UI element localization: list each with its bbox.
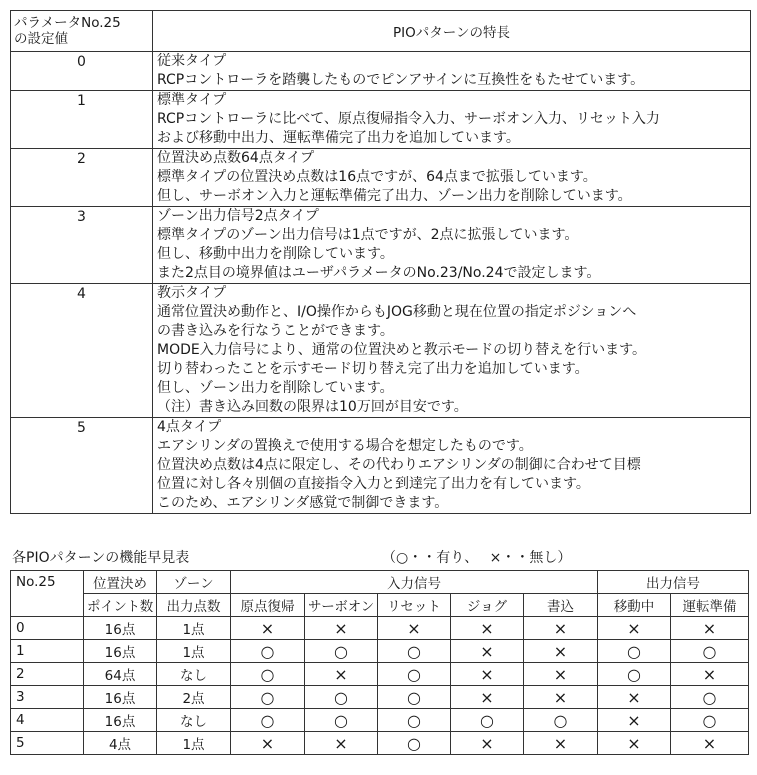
description-line: このため、エアシリンダ感覚で制御できます。 — [157, 495, 449, 511]
description-line: の書き込みを行なうことができます。 — [157, 323, 394, 339]
output-col-header: 運転準備 — [671, 594, 749, 617]
pattern-name: 位置決め点数64点タイプ — [157, 150, 315, 166]
description-line: 但し、ゾーン出力を削除しています。 — [157, 380, 394, 396]
signal-mark: × — [598, 686, 671, 709]
signal-mark: × — [451, 640, 524, 663]
no25-value: 4 — [11, 709, 84, 732]
input-col-header: サーボオン — [305, 594, 378, 617]
pattern-description — [153, 52, 751, 91]
table-row — [11, 686, 749, 709]
pattern-row — [11, 207, 751, 284]
description-line: および移動中出力、運転準備完了出力を追加しています。 — [157, 130, 520, 146]
pattern-name: ゾーン出力信号2点タイプ — [157, 208, 319, 224]
description-line: エアシリンダの置換えで使用する場合を想定したものです。 — [157, 438, 533, 454]
table2-header-row-1 — [11, 571, 749, 594]
pattern-row — [11, 149, 751, 207]
description-line: 通常位置決め動作と、I/O操作からもJOG移動と現在位置の指定ポジションへ — [157, 304, 637, 320]
positioning-header-sub: ポイント数 — [84, 594, 157, 617]
param-setting-header — [11, 11, 153, 52]
input-signal-header: 入力信号 — [231, 571, 598, 594]
signal-mark: × — [451, 617, 524, 640]
positioning-header: 位置決め — [84, 571, 157, 594]
setting-value: 1 — [11, 91, 153, 149]
signal-mark: ○ — [378, 640, 451, 663]
input-col-header: ジョグ — [451, 594, 524, 617]
table-row — [11, 709, 749, 732]
pio-pattern-table — [10, 10, 751, 514]
description-line: （注）書き込み回数の限界は10万回が目安です。 — [157, 399, 468, 415]
signal-mark: ○ — [378, 709, 451, 732]
signal-mark: × — [524, 686, 598, 709]
signal-mark: × — [598, 709, 671, 732]
signal-mark: ○ — [231, 686, 305, 709]
pattern-name: 4点タイプ — [157, 419, 222, 435]
no25-value: 5 — [11, 732, 84, 755]
signal-mark: ○ — [231, 663, 305, 686]
zone-header: ゾーン — [157, 571, 231, 594]
signal-mark: ○ — [671, 640, 749, 663]
signal-mark: ○ — [305, 686, 378, 709]
output-signal-header: 出力信号 — [598, 571, 749, 594]
description-line: また2点目の境界値はユーザパラメータのNo.23/No.24で設定します。 — [157, 265, 601, 281]
setting-value: 5 — [11, 418, 153, 514]
signal-mark: ○ — [524, 709, 598, 732]
pattern-row — [11, 418, 751, 514]
quick-reference-title: 各PIOパターンの機能早見表 — [12, 550, 190, 566]
positioning-points: 4点 — [84, 732, 157, 755]
zone-outputs: なし — [157, 663, 231, 686]
zone-outputs: 1点 — [157, 732, 231, 755]
signal-mark: × — [451, 732, 524, 755]
positioning-points: 16点 — [84, 686, 157, 709]
signal-mark: × — [524, 640, 598, 663]
function-quick-reference-table — [10, 570, 749, 755]
zone-outputs: 1点 — [157, 617, 231, 640]
signal-mark: ○ — [231, 640, 305, 663]
signal-mark: × — [305, 663, 378, 686]
positioning-points: 16点 — [84, 709, 157, 732]
signal-mark: ○ — [305, 640, 378, 663]
positioning-points: 64点 — [84, 663, 157, 686]
input-col-header: 書込 — [524, 594, 598, 617]
signal-mark: × — [451, 686, 524, 709]
input-col-header: リセット — [378, 594, 451, 617]
signal-mark: × — [671, 732, 749, 755]
feature-header: PIOパターンの特長 — [153, 11, 751, 52]
signal-mark: ○ — [305, 709, 378, 732]
signal-mark: × — [598, 617, 671, 640]
description-line: 但し、サーボオン入力と運転準備完了出力、ゾーン出力を削除しています。 — [157, 188, 632, 204]
signal-mark: ○ — [671, 709, 749, 732]
pattern-row — [11, 284, 751, 418]
signal-mark: ○ — [451, 709, 524, 732]
no25-value: 3 — [11, 686, 84, 709]
table2-header-row-2 — [11, 594, 749, 617]
description-line: MODE入力信号により、通常の位置決めと教示モードの切り替えを行います。 — [157, 342, 647, 358]
no25-value: 2 — [11, 663, 84, 686]
setting-value: 3 — [11, 207, 153, 284]
signal-mark: × — [378, 617, 451, 640]
pattern-description — [153, 91, 751, 149]
param-header-line: パラメータNo.25 — [14, 15, 121, 31]
description-line: RCPコントローラに比べて、原点復帰指令入力、サーボオン入力、リセット入力 — [157, 111, 660, 127]
no25-value: 1 — [11, 640, 84, 663]
signal-mark: ○ — [378, 663, 451, 686]
description-line: RCPコントローラを踏襲したものでピンアサインに互換性をもたせています。 — [157, 72, 645, 88]
table-row — [11, 617, 749, 640]
signal-mark: × — [231, 732, 305, 755]
param-header-line: の設定値 — [14, 31, 68, 47]
description-line: 位置決め点数は4点に限定し、その代わりエアシリンダの制御に合わせて目標 — [157, 457, 641, 473]
output-col-header: 移動中 — [598, 594, 671, 617]
zone-outputs: 2点 — [157, 686, 231, 709]
signal-mark: × — [305, 732, 378, 755]
pattern-row — [11, 91, 751, 149]
signal-mark: × — [671, 663, 749, 686]
positioning-points: 16点 — [84, 640, 157, 663]
positioning-points: 16点 — [84, 617, 157, 640]
signal-mark: ○ — [671, 686, 749, 709]
zone-header-sub: 出力点数 — [157, 594, 231, 617]
signal-mark: × — [524, 663, 598, 686]
table-row — [11, 663, 749, 686]
pattern-description — [153, 284, 751, 418]
table-row — [11, 640, 749, 663]
signal-mark: × — [524, 617, 598, 640]
zone-outputs: なし — [157, 709, 231, 732]
pattern-row — [11, 52, 751, 91]
setting-value: 2 — [11, 149, 153, 207]
mark-legend: （○・・有り、 ×・・無し） — [382, 550, 572, 566]
input-col-header: 原点復帰 — [231, 594, 305, 617]
setting-value: 0 — [11, 52, 153, 91]
signal-mark: ○ — [378, 686, 451, 709]
signal-mark: × — [598, 732, 671, 755]
signal-mark: ○ — [378, 732, 451, 755]
setting-value: 4 — [11, 284, 153, 418]
description-line: 標準タイプの位置決め点数は16点ですが、64点まで拡張しています。 — [157, 169, 597, 185]
description-line: 但し、移動中出力を削除しています。 — [157, 246, 394, 262]
table1-header-row — [11, 11, 751, 52]
signal-mark: × — [231, 617, 305, 640]
signal-mark: × — [305, 617, 378, 640]
zone-outputs: 1点 — [157, 640, 231, 663]
signal-mark: × — [524, 732, 598, 755]
signal-mark: ○ — [231, 709, 305, 732]
description-line: 標準タイプのゾーン出力信号は1点ですが、2点に拡張しています。 — [157, 227, 579, 243]
signal-mark: ○ — [598, 640, 671, 663]
signal-mark: × — [451, 663, 524, 686]
table-row — [11, 732, 749, 755]
pattern-description — [153, 149, 751, 207]
pattern-name: 教示タイプ — [157, 285, 227, 301]
signal-mark: × — [671, 617, 749, 640]
description-line: 位置に対し各々別個の直接指令入力と到達完了出力を有しています。 — [157, 476, 590, 492]
no25-header: No.25 — [11, 571, 84, 617]
pattern-description — [153, 418, 751, 514]
signal-mark: ○ — [598, 663, 671, 686]
pattern-description — [153, 207, 751, 284]
no25-value: 0 — [11, 617, 84, 640]
description-line: 切り替わったことを示すモード切り替え完了出力を追加しています。 — [157, 361, 589, 377]
pattern-name: 標準タイプ — [157, 92, 227, 108]
pattern-name: 従来タイプ — [157, 53, 227, 69]
